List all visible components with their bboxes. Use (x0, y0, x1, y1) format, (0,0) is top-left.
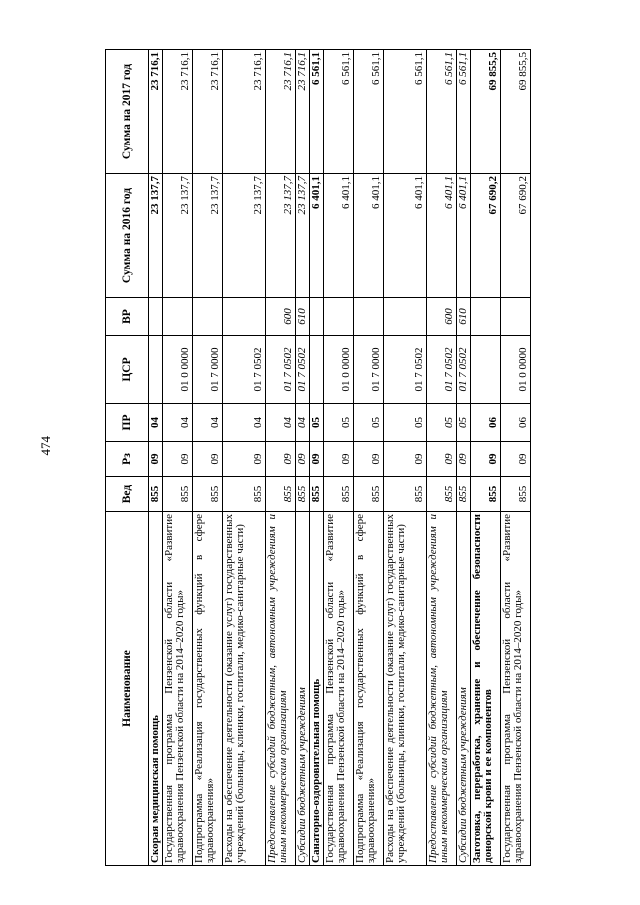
row-pr: 06 (501, 404, 531, 442)
row-sum2016: 23 137,7 (163, 174, 193, 298)
row-name: Скорая медицинская помощь (149, 512, 163, 866)
row-sum2016: 6 401,1 (384, 174, 427, 298)
table-row (266, 50, 296, 866)
row-sum2016: 6 401,1 (324, 174, 354, 298)
row-vr (354, 298, 384, 336)
row-vr (163, 298, 193, 336)
budget-table (105, 49, 531, 866)
page-number: 474 (38, 436, 53, 456)
row-sum2016: 23 137,7 (266, 174, 296, 298)
table-row (296, 50, 310, 866)
col-header-csr: ЦСР (106, 336, 149, 404)
row-name: Предоставление субсидий бюджетным, автономным учреждениям и иным некоммерческим организациям (266, 512, 296, 866)
row-csr: 01 7 0502 (266, 336, 296, 404)
row-rz: 09 (324, 442, 354, 477)
row-rz: 09 (427, 442, 457, 477)
col-header-sum2017: Сумма на 2017 год (106, 50, 149, 174)
row-rz: 09 (149, 442, 163, 477)
row-vr (384, 298, 427, 336)
row-name: Государственная программа Пензенской области «Развитие здравоохранения Пензенской области на 2014–2020 годы» (163, 512, 193, 866)
table-row (163, 50, 193, 866)
row-sum2016: 6 401,1 (427, 174, 457, 298)
row-pr: 05 (384, 404, 427, 442)
row-sum2017: 23 716,1 (223, 50, 266, 174)
row-vr (223, 298, 266, 336)
row-name: Субсидии бюджетным учреждениям (296, 512, 310, 866)
row-ved: 855 (149, 477, 163, 512)
row-ved: 855 (471, 477, 501, 512)
row-pr: 06 (471, 404, 501, 442)
row-vr: 610 (457, 298, 471, 336)
row-name: Расходы на обеспечение деятельности (оказание услуг) государственных учреждений (больницы, клиники, госпитали, медико-санитарные части) (384, 512, 427, 866)
row-rz: 09 (163, 442, 193, 477)
row-name: Субсидии бюджетным учреждениям (457, 512, 471, 866)
row-name: Государственная программа Пензенской области «Развитие здравоохранения Пензенской области на 2014–2020 годы» (501, 512, 531, 866)
row-rz: 09 (223, 442, 266, 477)
table-row (324, 50, 354, 866)
row-sum2017: 23 716,1 (266, 50, 296, 174)
row-sum2017: 23 716,1 (149, 50, 163, 174)
row-vr: 600 (266, 298, 296, 336)
row-name: Заготовка, переработка, хранение и обеспечение безопасности донорской крови и ее компонентов (471, 512, 501, 866)
row-csr: 01 0 0000 (163, 336, 193, 404)
row-csr: 01 7 0502 (296, 336, 310, 404)
row-sum2016: 23 137,7 (223, 174, 266, 298)
row-sum2016: 67 690,2 (471, 174, 501, 298)
row-csr: 01 7 0502 (457, 336, 471, 404)
row-rz: 09 (266, 442, 296, 477)
row-name: Расходы на обеспечение деятельности (оказание услуг) государственных учреждений (больницы, клиники, госпитали, медико-санитарные части) (223, 512, 266, 866)
row-pr: 05 (427, 404, 457, 442)
row-sum2017: 6 561,1 (384, 50, 427, 174)
row-sum2017: 6 561,1 (457, 50, 471, 174)
row-csr: 01 7 0000 (193, 336, 223, 404)
row-pr: 04 (163, 404, 193, 442)
row-csr: 01 7 0000 (354, 336, 384, 404)
row-csr (310, 336, 324, 404)
row-ved: 855 (296, 477, 310, 512)
row-ved: 855 (427, 477, 457, 512)
row-vr (324, 298, 354, 336)
row-name: Предоставление субсидий бюджетным, автономным учреждениям и иным некоммерческим организациям (427, 512, 457, 866)
row-rz: 09 (296, 442, 310, 477)
row-name: Подпрограмма «Реализация государственных функций в сфере здравоохранения» (193, 512, 223, 866)
row-csr (471, 336, 501, 404)
row-sum2017: 23 716,1 (296, 50, 310, 174)
row-pr: 05 (310, 404, 324, 442)
row-ved: 855 (163, 477, 193, 512)
row-vr: 600 (427, 298, 457, 336)
col-header-sum2016: Сумма на 2016 год (106, 174, 149, 298)
row-sum2017: 6 561,1 (354, 50, 384, 174)
row-rz: 09 (193, 442, 223, 477)
row-sum2016: 67 690,2 (501, 174, 531, 298)
col-header-name: Наименование (106, 512, 149, 866)
row-vr: 610 (296, 298, 310, 336)
row-csr: 01 0 0000 (324, 336, 354, 404)
row-sum2017: 6 561,1 (324, 50, 354, 174)
row-rz: 09 (457, 442, 471, 477)
row-sum2017: 69 855,5 (501, 50, 531, 174)
table-row (149, 50, 163, 866)
row-ved: 855 (457, 477, 471, 512)
table-row (501, 50, 531, 866)
rotated-table-wrapper (105, 50, 529, 866)
row-name: Санаторно-оздоровительная помощь (310, 512, 324, 866)
row-ved: 855 (310, 477, 324, 512)
table-row (471, 50, 501, 866)
row-csr (149, 336, 163, 404)
col-header-rz: Рз (106, 442, 149, 477)
row-csr: 01 0 0000 (501, 336, 531, 404)
row-vr (501, 298, 531, 336)
row-ved: 855 (384, 477, 427, 512)
row-pr: 04 (296, 404, 310, 442)
row-pr: 04 (266, 404, 296, 442)
row-sum2016: 6 401,1 (354, 174, 384, 298)
row-sum2017: 6 561,1 (310, 50, 324, 174)
row-sum2016: 23 137,7 (193, 174, 223, 298)
row-pr: 05 (457, 404, 471, 442)
row-vr (471, 298, 501, 336)
row-ved: 855 (266, 477, 296, 512)
row-pr: 05 (354, 404, 384, 442)
table-row (223, 50, 266, 866)
row-csr: 01 7 0502 (427, 336, 457, 404)
row-rz: 09 (384, 442, 427, 477)
table-row (457, 50, 471, 866)
col-header-pr: ПР (106, 404, 149, 442)
row-rz: 09 (354, 442, 384, 477)
row-sum2016: 23 137,7 (296, 174, 310, 298)
row-sum2016: 23 137,7 (149, 174, 163, 298)
table-row (427, 50, 457, 866)
row-vr (310, 298, 324, 336)
row-sum2017: 6 561,1 (427, 50, 457, 174)
row-csr: 01 7 0502 (384, 336, 427, 404)
table-row (384, 50, 427, 866)
row-sum2016: 6 401,1 (310, 174, 324, 298)
row-sum2017: 69 855,5 (471, 50, 501, 174)
col-header-ved: Вед (106, 477, 149, 512)
table-row (310, 50, 324, 866)
table-row (193, 50, 223, 866)
row-name: Подпрограмма «Реализация государственных функций в сфере здравоохранения» (354, 512, 384, 866)
col-header-vr: ВР (106, 298, 149, 336)
row-rz: 09 (471, 442, 501, 477)
header-row (106, 50, 149, 866)
table-row (354, 50, 384, 866)
row-vr (149, 298, 163, 336)
row-ved: 855 (324, 477, 354, 512)
row-sum2017: 23 716,1 (163, 50, 193, 174)
row-ved: 855 (354, 477, 384, 512)
row-ved: 855 (193, 477, 223, 512)
row-csr: 01 7 0502 (223, 336, 266, 404)
row-rz: 09 (501, 442, 531, 477)
row-pr: 04 (193, 404, 223, 442)
row-sum2016: 6 401,1 (457, 174, 471, 298)
row-name: Государственная программа Пензенской области «Развитие здравоохранения Пензенской области на 2014–2020 годы» (324, 512, 354, 866)
row-pr: 04 (149, 404, 163, 442)
row-pr: 04 (223, 404, 266, 442)
row-pr: 05 (324, 404, 354, 442)
row-vr (193, 298, 223, 336)
row-ved: 855 (223, 477, 266, 512)
row-ved: 855 (501, 477, 531, 512)
row-rz: 09 (310, 442, 324, 477)
row-sum2017: 23 716,1 (193, 50, 223, 174)
